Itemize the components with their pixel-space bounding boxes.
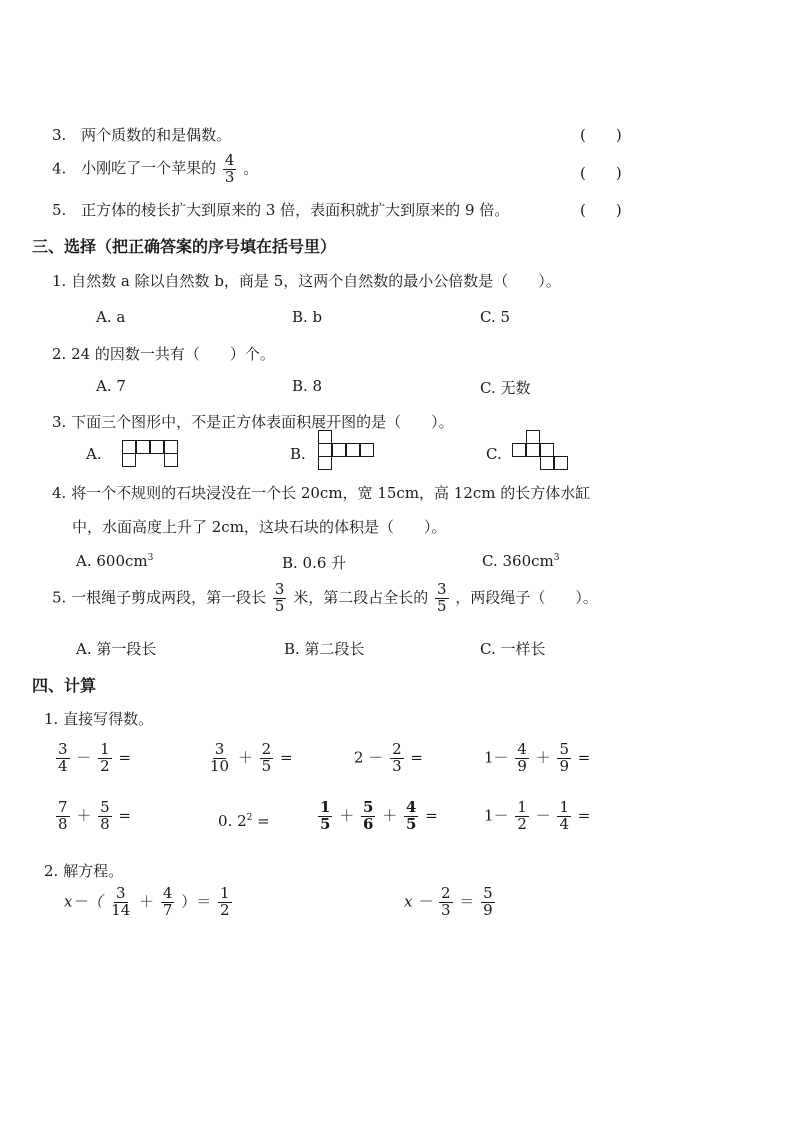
choice-q5-stem: 5. 一根绳子剪成两段，第一段长 $\frac{3}{5}$ 米，第二段占全长的 $\frac{3}{5}$ ，两段绳子（ ）。	[52, 580, 598, 615]
cube-net-c	[512, 430, 572, 470]
fraction: $\frac{4}{3}$	[224, 151, 235, 186]
option-a[interactable]: A. $600cm^3$	[76, 552, 154, 570]
judge-q5	[52, 199, 509, 220]
expr-3: 2 － $\frac{2}{3}$ =	[354, 740, 423, 775]
choice-q1-stem: 1. 自然数 a 除以自然数 b，商是 5，这两个自然数的最小公倍数是（ ）。	[52, 272, 561, 290]
option-c[interactable]: C. 5	[480, 308, 511, 326]
option-b[interactable]: B. 第二段长	[284, 640, 365, 658]
expr-8: 1－ $\frac{1}{2}$ － $\frac{1}{4}$ =	[484, 798, 591, 833]
choice-q4-stem-line1: 4. 将一个不规则的石块浸没在一个长 20cm，宽 15cm，高 12cm 的长方体水缸	[52, 484, 591, 502]
sub-heading-equation: 2. 解方程。	[44, 862, 124, 880]
judge-q3	[52, 124, 231, 145]
q-number: 5.	[52, 201, 67, 219]
option-a[interactable]: A. 7	[96, 377, 126, 395]
option-b[interactable]: B. b	[292, 308, 323, 326]
option-a[interactable]: A.	[86, 445, 102, 463]
equation-2: x － $\frac{2}{3}$ ＝ $\frac{5}{9}$	[404, 884, 493, 919]
sub-heading-direct: 1. 直接写得数。	[44, 710, 154, 728]
q-number: 4.	[52, 159, 67, 178]
choice-q3-stem: 3. 下面三个图形中，不是正方体表面积展开图的是（ ）。	[52, 413, 454, 431]
expr-2: $\frac{3}{10}$ ＋ $\frac{2}{5}$ =	[210, 740, 293, 775]
question-text: 小刚吃了一个苹果的	[81, 159, 217, 178]
judge-q4: 4. 小刚吃了一个苹果的 $\frac{4}{3}$ 。	[52, 151, 259, 186]
option-b[interactable]: B.	[290, 445, 306, 463]
answer-paren[interactable]: ( )	[580, 201, 622, 219]
answer-paren[interactable]: ( )	[580, 164, 622, 182]
question-text: 正方体的棱长扩大到原来的 3 倍，表面积就扩大到原来的 9 倍。	[81, 201, 510, 219]
question-text: 两个质数的和是偶数。	[81, 126, 232, 144]
cube-net-a	[122, 440, 182, 470]
option-c[interactable]: C.	[486, 445, 502, 463]
expr-5: $\frac{7}{8}$ ＋ $\frac{5}{8}$ =	[58, 798, 132, 833]
option-b[interactable]: B. 8	[292, 377, 323, 395]
section4-heading: 四、计算	[32, 676, 97, 695]
section3-heading: 三、选择（把正确答案的序号填在括号里）	[32, 237, 337, 256]
q-number: 3.	[52, 126, 67, 144]
expr-4: 1－ $\frac{4}{9}$ ＋ $\frac{5}{9}$ =	[484, 740, 591, 775]
expr-1: $\frac{3}{4}$ － $\frac{1}{2}$ =	[58, 740, 132, 775]
choice-q2-stem: 2. 24 的因数一共有（ ）个。	[52, 345, 275, 363]
expr-7: $\frac{1}{5}$ ＋ $\frac{5}{6}$ ＋ $\frac{4}{5}$ =	[320, 798, 438, 833]
option-a[interactable]: A. a	[96, 308, 126, 326]
choice-q4-stem-line2: 中，水面高度上升了 2cm，这块石块的体积是（ ）。	[72, 518, 447, 536]
option-c[interactable]: C. $360cm^3$	[482, 552, 560, 570]
expr-6: 0. $2^2$ =	[218, 812, 270, 830]
answer-paren[interactable]: ( )	[580, 126, 622, 144]
equation-1: x－（ $\frac{3}{14}$ ＋ $\frac{4}{7}$ ）＝ $\frac{1}{2}$	[64, 884, 230, 919]
option-a[interactable]: A. 第一段长	[76, 640, 157, 658]
cube-net-b	[318, 430, 378, 470]
option-b[interactable]: B. 0.6 升	[282, 554, 347, 572]
option-c[interactable]: C. 一样长	[480, 640, 546, 658]
option-c[interactable]: C. 无数	[480, 379, 531, 397]
